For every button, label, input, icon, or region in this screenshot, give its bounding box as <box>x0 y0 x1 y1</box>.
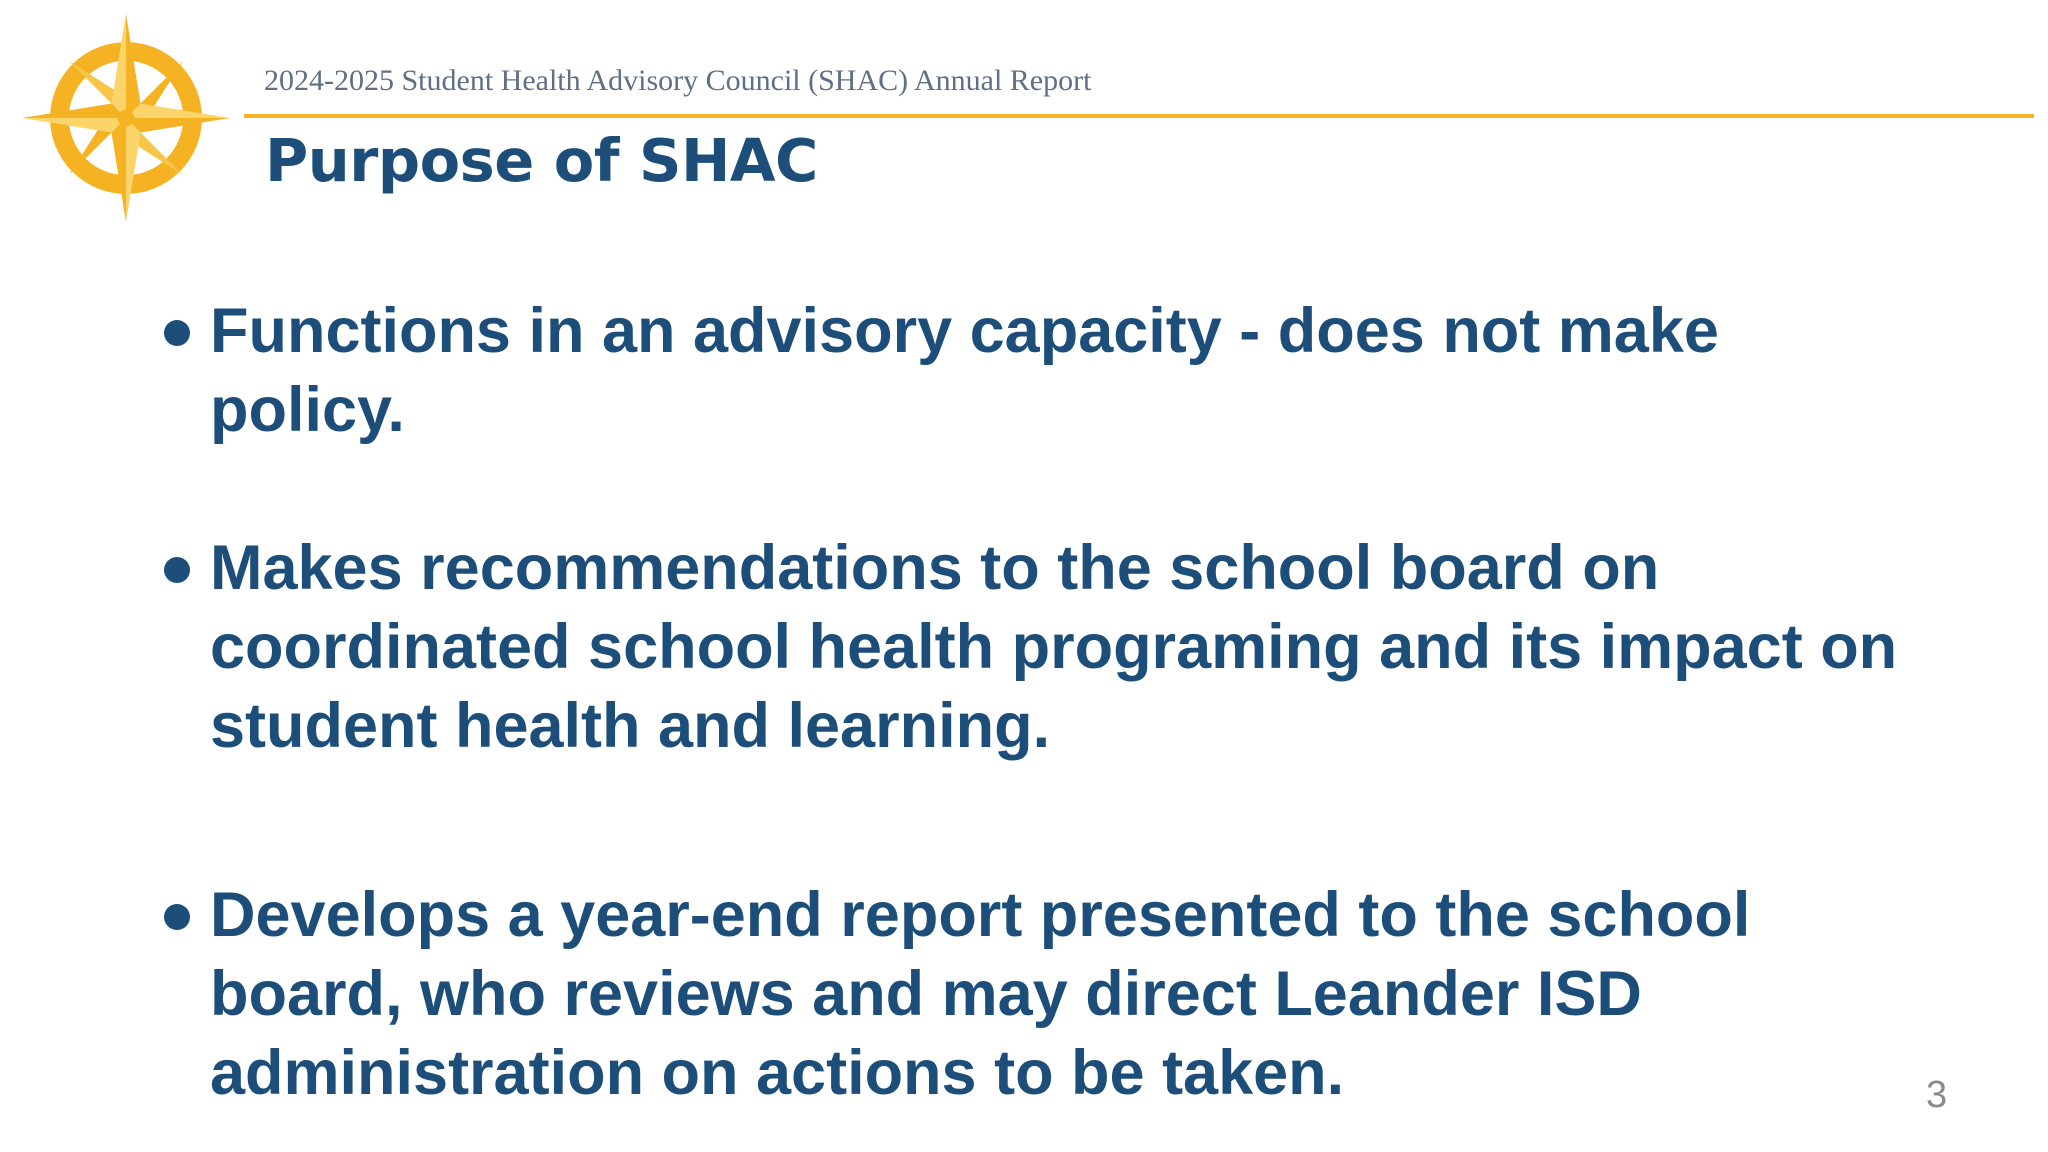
bullet-dot-icon <box>164 320 190 346</box>
bullet-text: Makes recommendations to the school board on coordinated school health programing and its impact on student health and learning. <box>210 533 1898 761</box>
bullet-dot-icon <box>164 904 190 930</box>
bullet-text: Functions in an advisory capacity - does not make policy. <box>210 296 1719 445</box>
compass-star-icon <box>22 14 230 222</box>
report-title: 2024-2025 Student Health Advisory Council (SHAC) Annual Report <box>264 64 1092 97</box>
bullet-dot-icon <box>164 557 190 583</box>
header-divider <box>244 114 2034 118</box>
page-title: Purpose of SHAC <box>265 126 818 195</box>
bullet-text: Develops a year-end report presented to the school board, who reviews and may direct Leander ISD administration on actions to be taken. <box>210 880 1751 1108</box>
page-number: 3 <box>1926 1074 1948 1116</box>
